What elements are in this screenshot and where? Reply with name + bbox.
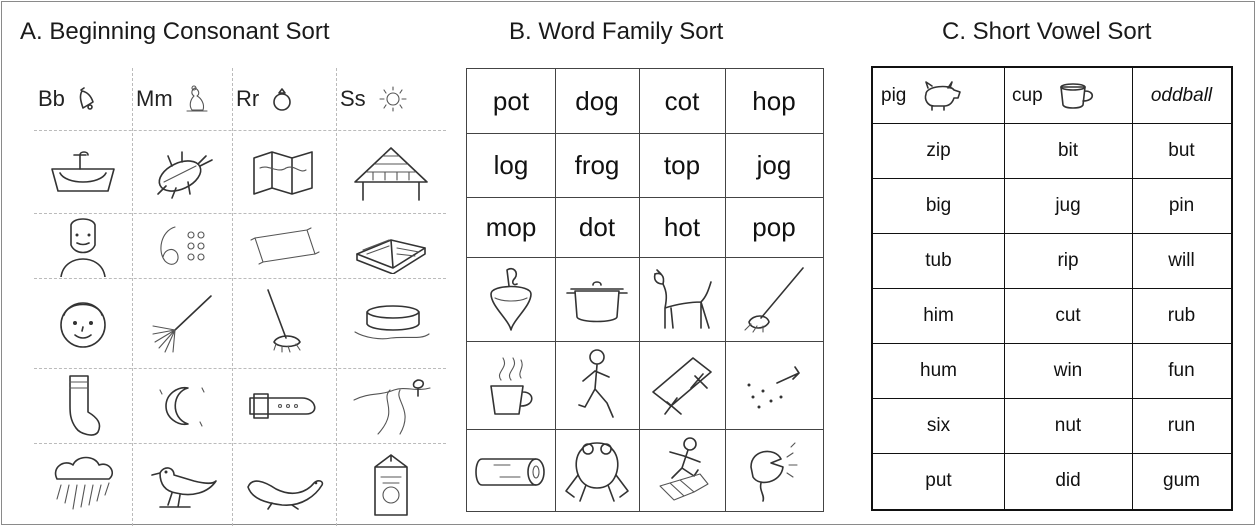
word-card: mop (485, 211, 537, 242)
word-card: bit (1057, 139, 1079, 161)
word-card: gum (1163, 470, 1200, 491)
word-card: big (925, 194, 952, 216)
word-card: did (1055, 470, 1081, 491)
word-card: hop (752, 85, 796, 116)
man-icon (55, 215, 111, 277)
popped-balloon-icon (741, 437, 807, 503)
seal-icon (242, 459, 326, 511)
header-label: cup (1012, 84, 1043, 106)
header-bb (34, 68, 132, 130)
sink-icon (46, 143, 120, 201)
pot-icon (565, 273, 629, 325)
header-label: Bb (38, 86, 65, 111)
soap-picture (336, 278, 446, 368)
picture-card (639, 257, 725, 341)
mouse-icon (183, 84, 209, 114)
bell-icon (75, 86, 99, 112)
header-rr (232, 68, 336, 130)
picture-card (725, 257, 823, 341)
word-card: will (1168, 249, 1195, 271)
cup-icon (1057, 81, 1097, 111)
pig-icon (920, 80, 962, 112)
word-card: fun (1168, 359, 1195, 381)
roof-icon (351, 142, 431, 202)
ring-icon (269, 85, 295, 113)
rug-icon (247, 224, 321, 268)
spinning-top-icon (483, 264, 539, 334)
short-vowel-sort (871, 66, 1233, 511)
header-pig (873, 68, 1004, 123)
picture-card (639, 429, 725, 511)
cot-icon (647, 352, 717, 418)
rake-icon (147, 292, 217, 354)
mop-icon (256, 288, 312, 358)
face-picture (34, 278, 132, 368)
picture-card (555, 257, 639, 341)
seal-picture (232, 443, 336, 526)
belt-icon (246, 384, 322, 428)
map-picture (232, 130, 336, 213)
word-card: tub (925, 249, 952, 271)
moon-picture (132, 368, 232, 443)
word-card: cot (664, 85, 700, 116)
moon-icon (152, 378, 212, 434)
word-card: jug (1055, 194, 1081, 216)
book-picture (336, 213, 446, 278)
rain-cloud-picture (34, 443, 132, 526)
mop-icon (739, 264, 809, 334)
word-card: put (925, 470, 952, 491)
word-card: dog (575, 85, 619, 116)
picture-card (555, 341, 639, 429)
face-icon (54, 293, 112, 353)
road-picture (336, 368, 446, 443)
book-icon (353, 218, 429, 274)
hot-cup-icon (481, 350, 541, 420)
word-card: rub (1167, 304, 1196, 326)
panel-b-title: B. Word Family Sort (509, 18, 724, 45)
roof-picture (336, 130, 446, 213)
panel-a-title: A. Beginning Consonant Sort (20, 18, 330, 45)
picture-card (467, 257, 555, 341)
sock-icon (58, 372, 108, 440)
header-label: Ss (340, 86, 366, 111)
hopscotch-icon (650, 434, 714, 506)
rake-picture (132, 278, 232, 368)
milk-carton-icon (369, 451, 413, 519)
mop-picture (232, 278, 336, 368)
map-icon (248, 144, 320, 200)
sink-picture (34, 130, 132, 213)
panel-c-title: C. Short Vowel Sort (942, 18, 1152, 45)
word-card: hum (920, 359, 957, 381)
word-card: hot (663, 211, 701, 242)
dot-arrow-icon (741, 357, 807, 413)
word-card: frog (574, 149, 620, 180)
word-card: rip (1057, 249, 1079, 271)
log-icon (470, 445, 552, 495)
word-card: log (493, 149, 529, 180)
word-card: but (1168, 139, 1195, 161)
picture-card (467, 429, 555, 511)
dog-icon (647, 264, 717, 334)
word-card: pot (492, 85, 530, 116)
milk-carton-picture (336, 443, 446, 526)
word-card: zip (926, 139, 951, 161)
word-card: win (1053, 359, 1083, 381)
six-icon (147, 221, 217, 271)
panel-a-header-row (34, 68, 446, 131)
header-label: Mm (136, 86, 173, 111)
picture-card (467, 341, 555, 429)
header-oddball: oddball (1150, 84, 1213, 106)
word-card: six (926, 414, 951, 436)
six-picture (132, 213, 232, 278)
word-card: dot (578, 211, 616, 242)
picture-card (725, 341, 823, 429)
frog-icon (560, 435, 634, 505)
word-card: jog (756, 149, 792, 180)
header-mm (132, 68, 232, 130)
word-card: cut (1055, 304, 1081, 326)
header-ss (336, 68, 446, 130)
header-label: Rr (236, 86, 260, 111)
header-cup (1004, 68, 1132, 123)
soap-icon (351, 298, 431, 348)
man-picture (34, 213, 132, 278)
bird-picture (132, 443, 232, 526)
picture-card (725, 429, 823, 511)
rug-picture (232, 213, 336, 278)
sun-icon (376, 85, 410, 113)
word-card: top (663, 149, 701, 180)
jogging-boy-icon (571, 347, 623, 423)
picture-card (555, 429, 639, 511)
word-card: him (923, 304, 954, 326)
beetle-picture (132, 130, 232, 213)
bird-icon (146, 455, 218, 515)
word-card: pin (1168, 194, 1195, 216)
word-family-sort (466, 68, 824, 512)
word-card: run (1167, 414, 1196, 436)
rain-cloud-icon (47, 453, 119, 517)
word-card: pop (752, 211, 796, 242)
belt-picture (232, 368, 336, 443)
word-card: nut (1054, 414, 1082, 436)
sock-picture (34, 368, 132, 443)
beginning-consonant-sort (34, 68, 446, 526)
beetle-icon (146, 144, 218, 200)
road-icon (350, 376, 432, 436)
picture-card (639, 341, 725, 429)
header-label: pig (881, 84, 907, 106)
